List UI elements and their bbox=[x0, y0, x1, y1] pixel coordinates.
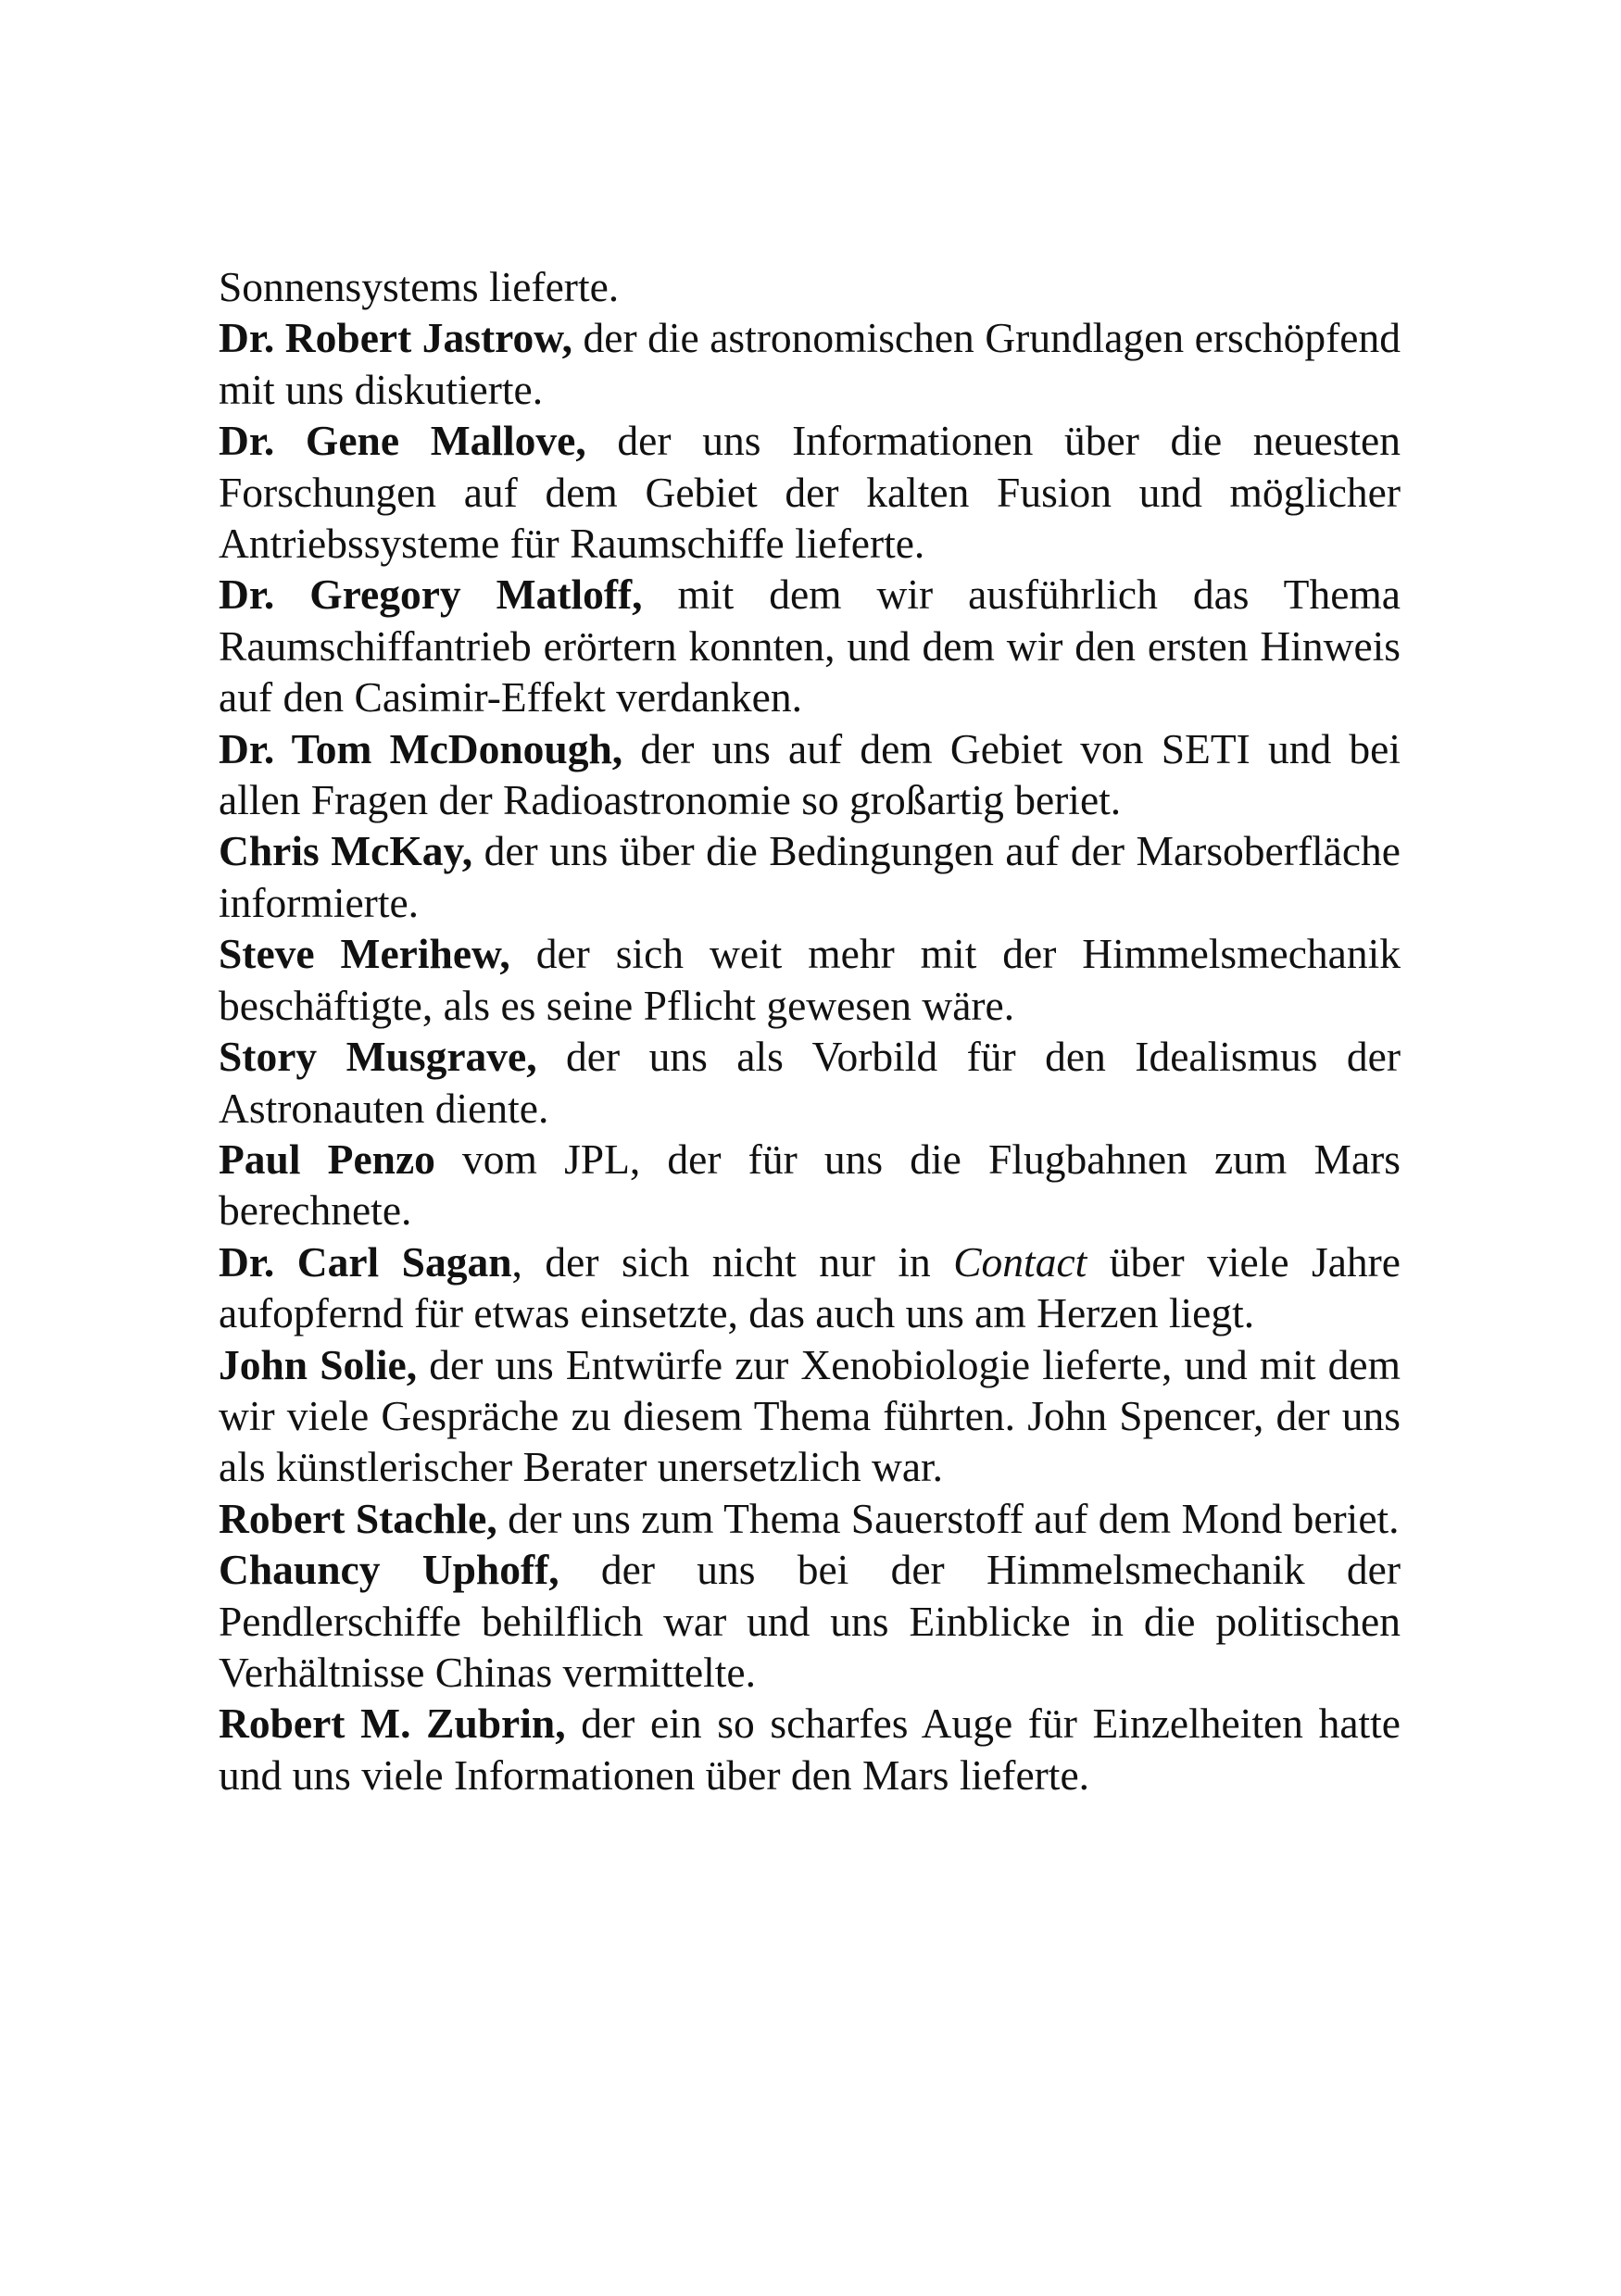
entry-uphoff bbox=[219, 1544, 1401, 1698]
entry-zubrin bbox=[219, 1698, 1401, 1800]
entry-text: der uns bei der Himmelsmechanik der Pendlerschiffe behilflich war und uns Einblicke in die politischen Verhältnisse Chinas vermittelte. bbox=[219, 1546, 1401, 1696]
entry-text: Sonnensystems lieferte. bbox=[219, 263, 620, 310]
entry-name: John Solie, bbox=[219, 1340, 418, 1388]
entry-name: Dr. Gene Mallove, bbox=[219, 417, 586, 465]
entry-name: Robert Stachle, bbox=[219, 1494, 497, 1542]
entry-name: Dr. Robert Jastrow, bbox=[219, 314, 572, 362]
entry-stachle bbox=[219, 1493, 1401, 1544]
entry-name: Dr. Tom McDonough, bbox=[219, 724, 623, 772]
entry-text: , der sich nicht nur in bbox=[511, 1237, 954, 1286]
entry-text: der uns zum Thema Sauerstoff auf dem Mond beriet. bbox=[496, 1494, 1400, 1542]
entry-sagan bbox=[219, 1236, 1401, 1339]
entry-text: der uns auf dem Gebiet von SETI und bei allen Fragen der Radioastronomie so großartig beriet. bbox=[219, 724, 1401, 824]
entry-continuation bbox=[219, 261, 1401, 312]
book-title: Contact bbox=[953, 1237, 1087, 1286]
entry-name: Story Musgrave, bbox=[219, 1033, 537, 1081]
entry-matloff bbox=[219, 569, 1401, 722]
entry-text: der uns als Vorbild für den Idealismus der Astronauten diente. bbox=[219, 1033, 1401, 1132]
entry-text: der uns über die Bedingungen auf der Marsoberfläche informierte. bbox=[219, 827, 1401, 926]
entry-text: über viele Jahre aufopfernd für etwas einsetzte, das auch uns am Herzen liegt. bbox=[219, 1237, 1401, 1337]
entry-penzo bbox=[219, 1134, 1401, 1236]
entry-solie bbox=[219, 1339, 1401, 1493]
entry-name: Robert M. Zubrin, bbox=[219, 1700, 566, 1748]
entry-mcdonough bbox=[219, 723, 1401, 826]
entry-text: der die astronomischen Grundlagen erschöpfend mit uns diskutierte. bbox=[219, 314, 1401, 413]
entry-name: Dr. Carl Sagan bbox=[219, 1237, 512, 1286]
entry-name: Paul Penzo bbox=[219, 1135, 435, 1183]
entry-text: der ein so scharfes Auge für Einzelheiten hatte und uns viele Informationen über den Mars lieferte. bbox=[219, 1700, 1401, 1799]
entry-musgrave bbox=[219, 1031, 1401, 1134]
entry-text: der sich weit mehr mit der Himmelsmechanik beschäftigte, als es seine Pflicht gewesen wäre. bbox=[219, 930, 1401, 1029]
entry-name: Chris McKay, bbox=[219, 827, 473, 875]
entry-text: der uns Informationen über die neuesten Forschungen auf dem Gebiet der kalten Fusion und möglicher Antriebssysteme für Raumschiffe lieferte. bbox=[219, 417, 1401, 568]
entry-name: Chauncy Uphoff, bbox=[219, 1546, 559, 1594]
entry-name: Dr. Gregory Matloff, bbox=[219, 571, 643, 619]
entry-mallove bbox=[219, 415, 1401, 569]
entry-merihew bbox=[219, 928, 1401, 1031]
entry-jastrow bbox=[219, 312, 1401, 415]
acknowledgements-page bbox=[219, 261, 1401, 1800]
entry-name: Steve Merihew, bbox=[219, 930, 510, 978]
entry-text: vom JPL, der für uns die Flugbahnen zum Mars berechnete. bbox=[219, 1135, 1401, 1235]
entry-text: mit dem wir ausführlich das Thema Raumschiffantrieb erörtern konnten, und dem wir den ersten Hinweis auf den Casimir-Effekt verdanken. bbox=[219, 571, 1401, 721]
entry-text: der uns Entwürfe zur Xenobiologie lieferte, und mit dem wir viele Gespräche zu diesem Thema führten. John Spencer, der uns als künstlerischer Berater unersetzlich war. bbox=[219, 1340, 1401, 1491]
entry-mckay bbox=[219, 825, 1401, 928]
